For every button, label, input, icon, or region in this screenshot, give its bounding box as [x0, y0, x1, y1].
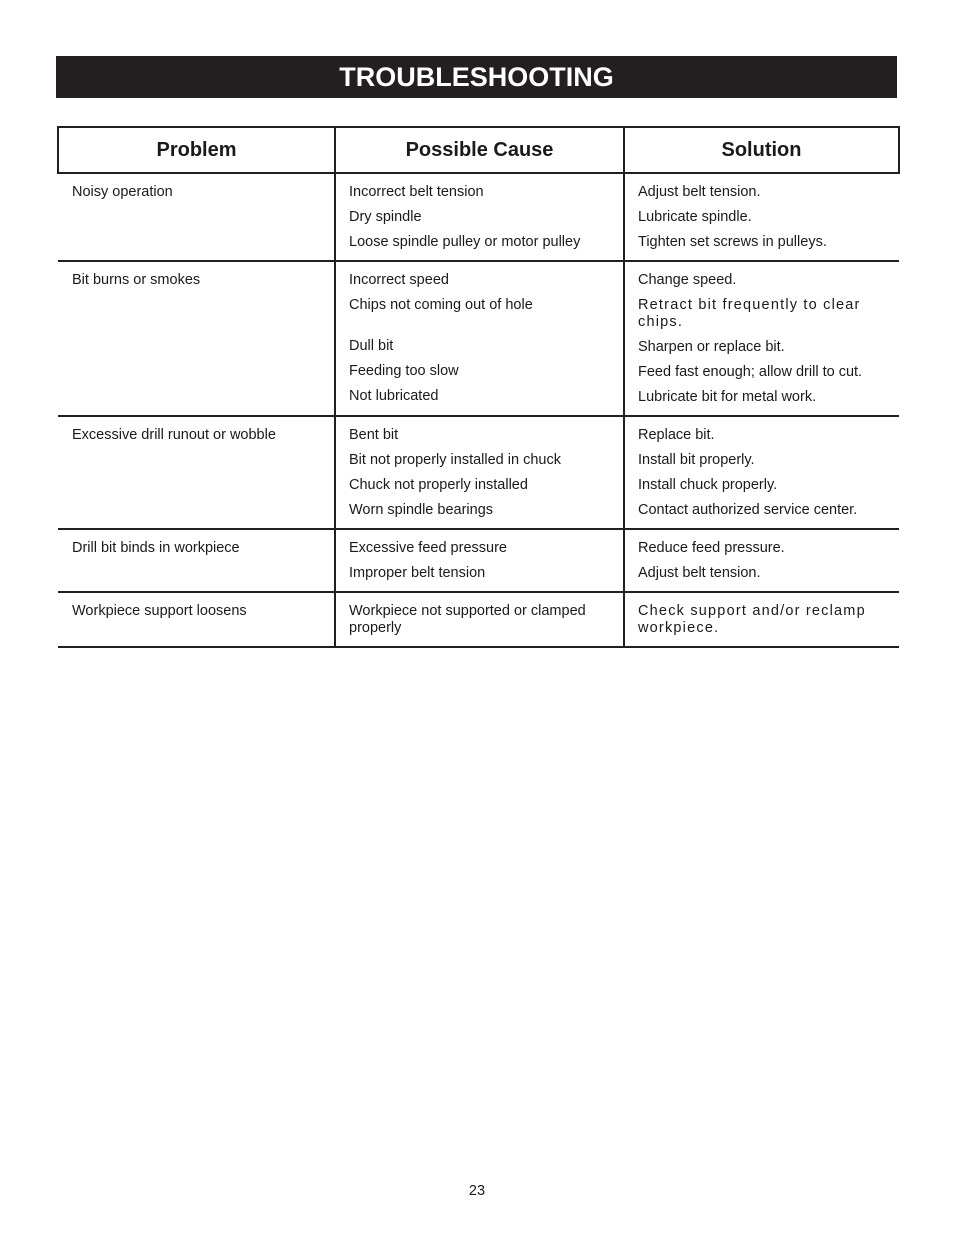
problem-text: Drill bit binds in workpiece: [72, 540, 240, 556]
solution-cell: [624, 416, 899, 529]
solution-item: Feed fast enough; allow drill to cut.: [638, 364, 863, 380]
problem-text: Noisy operation: [72, 184, 173, 200]
problem-cell: [58, 261, 335, 416]
cause-cell: [335, 592, 624, 647]
solution-item: Check support and/or reclamp workpiece.: [638, 603, 866, 636]
problem-text: Workpiece support loosens: [72, 603, 247, 619]
cause-item: Bent bit: [349, 427, 399, 443]
cause-item: Loose spindle pulley or motor pulley: [349, 234, 581, 250]
problem-cell: [58, 416, 335, 529]
cause-item: Chuck not properly installed: [349, 477, 528, 493]
cause-cell: [335, 416, 624, 529]
problem-cell: [58, 529, 335, 592]
table-row: [58, 529, 899, 592]
solution-item: Adjust belt tension.: [638, 184, 761, 200]
cause-item: Feeding too slow: [349, 363, 459, 379]
solution-item: Adjust belt tension.: [638, 565, 761, 581]
solution-item: Replace bit.: [638, 427, 715, 443]
solution-cell: [624, 261, 899, 416]
solution-item: Reduce feed pressure.: [638, 540, 785, 556]
problem-cell: [58, 173, 335, 261]
cause-cell: [335, 173, 624, 261]
table-row: [58, 173, 899, 261]
solution-cell: [624, 592, 899, 647]
cause-item: Dull bit: [349, 338, 394, 354]
problem-cell: [58, 592, 335, 647]
table-row: [58, 261, 899, 416]
solution-item: Retract bit frequently to clear chips.: [638, 297, 861, 330]
problem-text: Bit burns or smokes: [72, 272, 201, 288]
cause-item: Workpiece not supported or clamped properly: [349, 603, 586, 636]
cause-item: Not lubricated: [349, 388, 439, 404]
page-number: 23: [468, 1183, 486, 1199]
header-possible-cause: Possible Cause: [335, 127, 624, 173]
header-solution: Solution: [624, 127, 899, 173]
cause-item: Excessive feed pressure: [349, 540, 507, 556]
solution-item: Contact authorized service center.: [638, 502, 858, 518]
cause-item: Improper belt tension: [349, 565, 486, 581]
header-problem: Problem: [58, 127, 335, 173]
solution-item: Change speed.: [638, 272, 737, 288]
solution-cell: [624, 529, 899, 592]
cause-item: Incorrect speed: [349, 272, 449, 288]
cause-item: Dry spindle: [349, 209, 422, 225]
table-header-row: [58, 127, 899, 173]
page-title: TROUBLESHOOTING: [56, 56, 897, 98]
problem-text: Excessive drill runout or wobble: [72, 427, 276, 443]
solution-item: Sharpen or replace bit.: [638, 339, 785, 355]
table-row: [58, 592, 899, 647]
cause-item: Bit not properly installed in chuck: [349, 452, 561, 468]
cause-cell: [335, 529, 624, 592]
solution-item: Install chuck properly.: [638, 477, 778, 493]
troubleshooting-table: [57, 126, 900, 648]
cause-item: Incorrect belt tension: [349, 184, 484, 200]
solution-item: Lubricate bit for metal work.: [638, 389, 817, 405]
cause-item: Worn spindle bearings: [349, 502, 494, 518]
solution-item: Tighten set screws in pulleys.: [638, 234, 827, 250]
solution-cell: [624, 173, 899, 261]
cause-item: Chips not coming out of hole: [349, 297, 533, 313]
cause-cell: [335, 261, 624, 416]
solution-item: Lubricate spindle.: [638, 209, 752, 225]
table-row: [58, 416, 899, 529]
solution-item: Install bit properly.: [638, 452, 755, 468]
